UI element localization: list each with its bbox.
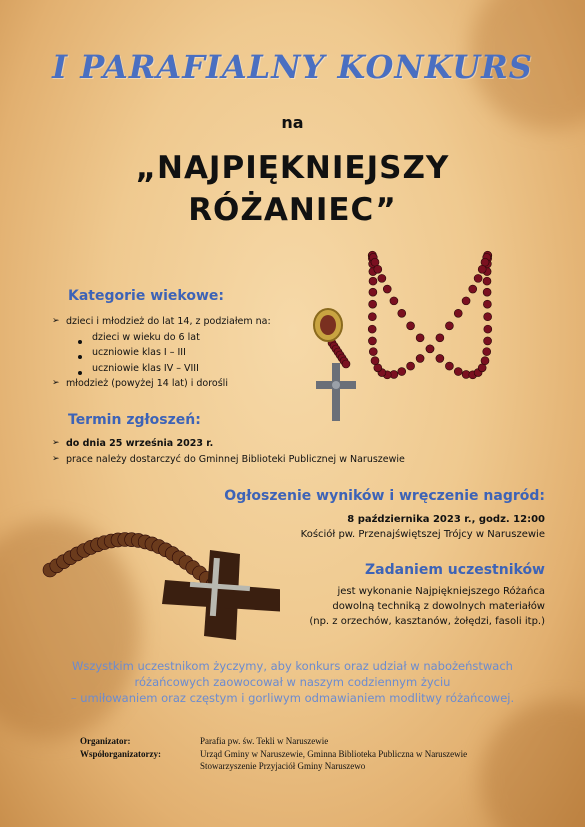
bead: [462, 297, 470, 305]
results-date: 8 października 2023 r., godz. 12:00: [347, 514, 545, 525]
bead: [407, 362, 415, 370]
list-item: uczniowie klas IV – VIII: [52, 361, 271, 377]
categories-list: [52, 314, 271, 392]
bullet-icon: [78, 350, 86, 355]
arrow-bullet-icon: ➢: [52, 378, 60, 388]
footer-credits: [80, 735, 467, 773]
bead: [371, 357, 379, 365]
bead: [483, 300, 491, 308]
coorganizer-names: Urząd Gminy w Naruszewie, Gminna Biblioteka Publiczna w Naruszewie: [200, 748, 468, 759]
bead: [436, 354, 444, 362]
bead: [445, 362, 453, 370]
rosary-image: [300, 235, 540, 425]
bead: [484, 325, 492, 333]
list-item: uczniowie klas I – III: [52, 345, 271, 361]
list-item: ➢ do dnia 25 września 2023 r.: [52, 436, 405, 452]
bead: [398, 368, 406, 376]
bead: [378, 274, 386, 282]
list-item: ➢ dzieci i młodzież do lat 14, z podziałem na:: [52, 314, 271, 330]
bead: [483, 277, 491, 285]
deadline-list: [52, 436, 405, 467]
list-item: ➢ młodzież (powyżej 14 lat) i dorośli: [52, 376, 271, 392]
bead: [416, 354, 424, 362]
bead: [390, 297, 398, 305]
list-item: ➢ prace należy dostarczyć do Gminnej Biblioteki Publicznej w Naruszewie: [52, 452, 405, 468]
bead: [342, 360, 350, 368]
bead: [416, 334, 424, 342]
results-place: Kościół pw. Przenajświętszej Trójcy w Naruszewie: [300, 529, 545, 540]
categories-heading: Kategorie wiekowe:: [68, 288, 225, 304]
subtitle-na: na: [281, 113, 304, 132]
paper-stain: [480, 700, 585, 827]
task-heading: Zadaniem uczestników: [365, 562, 545, 578]
contest-name-line2: RÓŻANIEC”: [188, 192, 397, 228]
bead: [407, 322, 415, 330]
bead: [369, 348, 377, 356]
deadline-heading: Termin zgłoszeń:: [68, 412, 201, 428]
bead: [369, 288, 377, 296]
bead: [478, 265, 486, 273]
arrow-bullet-icon: ➢: [52, 438, 60, 448]
wooden-rosary-image: [40, 500, 280, 640]
crucifix-icon: [316, 363, 356, 421]
arrow-bullet-icon: ➢: [52, 316, 60, 326]
results-heading: Ogłoszenie wyników i wręczenie nagród:: [224, 488, 545, 504]
wish-text: [40, 658, 545, 706]
bead: [436, 334, 444, 342]
bead: [374, 265, 382, 273]
medal-icon: [314, 309, 342, 341]
rosary-beads: [328, 251, 492, 379]
bead: [369, 300, 377, 308]
contest-name-line1: „NAJPIĘKNIEJSZY: [135, 150, 450, 186]
bead: [368, 337, 376, 345]
organizer-label: Organizator:: [80, 736, 131, 746]
bullet-icon: [78, 366, 86, 371]
bead: [469, 285, 477, 293]
poster-title: I PARAFIALNY KONKURS: [52, 48, 533, 86]
task-details: [309, 584, 545, 629]
results-details: [301, 512, 545, 542]
task-line: dowolną techniką z dowolnych materiałów: [332, 601, 545, 612]
bullet-icon: [78, 335, 86, 340]
bead: [426, 345, 434, 353]
bead: [481, 357, 489, 365]
bead: [483, 348, 491, 356]
wish-line: różańcowych zaowocował w naszym codziennym życiu: [134, 675, 451, 689]
bead: [383, 285, 391, 293]
arrow-bullet-icon: ➢: [52, 453, 60, 464]
coorganizer-names: Stowarzyszenie Przyjaciół Gminy Naruszewo: [200, 761, 366, 771]
bead: [369, 277, 377, 285]
bead: [474, 274, 482, 282]
list-item: dzieci w wieku do 6 lat: [52, 330, 271, 346]
bead: [454, 368, 462, 376]
coorganizers-label: Współorganizatorzy:: [80, 748, 161, 759]
wish-line: Wszystkim uczestnikom życzymy, aby konkurs oraz udział w nabożeństwach: [72, 659, 513, 673]
bead: [368, 313, 376, 321]
bead: [484, 337, 492, 345]
bead: [483, 288, 491, 296]
bead: [398, 309, 406, 317]
bead: [454, 309, 462, 317]
bead: [484, 313, 492, 321]
bead: [445, 322, 453, 330]
task-line: (np. z orzechów, kasztanów, żołędzi, fasoli itp.): [309, 616, 545, 627]
wish-line: – umiłowaniem oraz częstym i gorliwym odmawianiem modlitwy różańcowej.: [70, 691, 515, 705]
task-line: jest wykonanie Najpiękniejszego Różańca: [337, 586, 545, 597]
bead: [368, 325, 376, 333]
organizer-name: Parafia pw. św. Tekli w Naruszewie: [200, 736, 329, 746]
